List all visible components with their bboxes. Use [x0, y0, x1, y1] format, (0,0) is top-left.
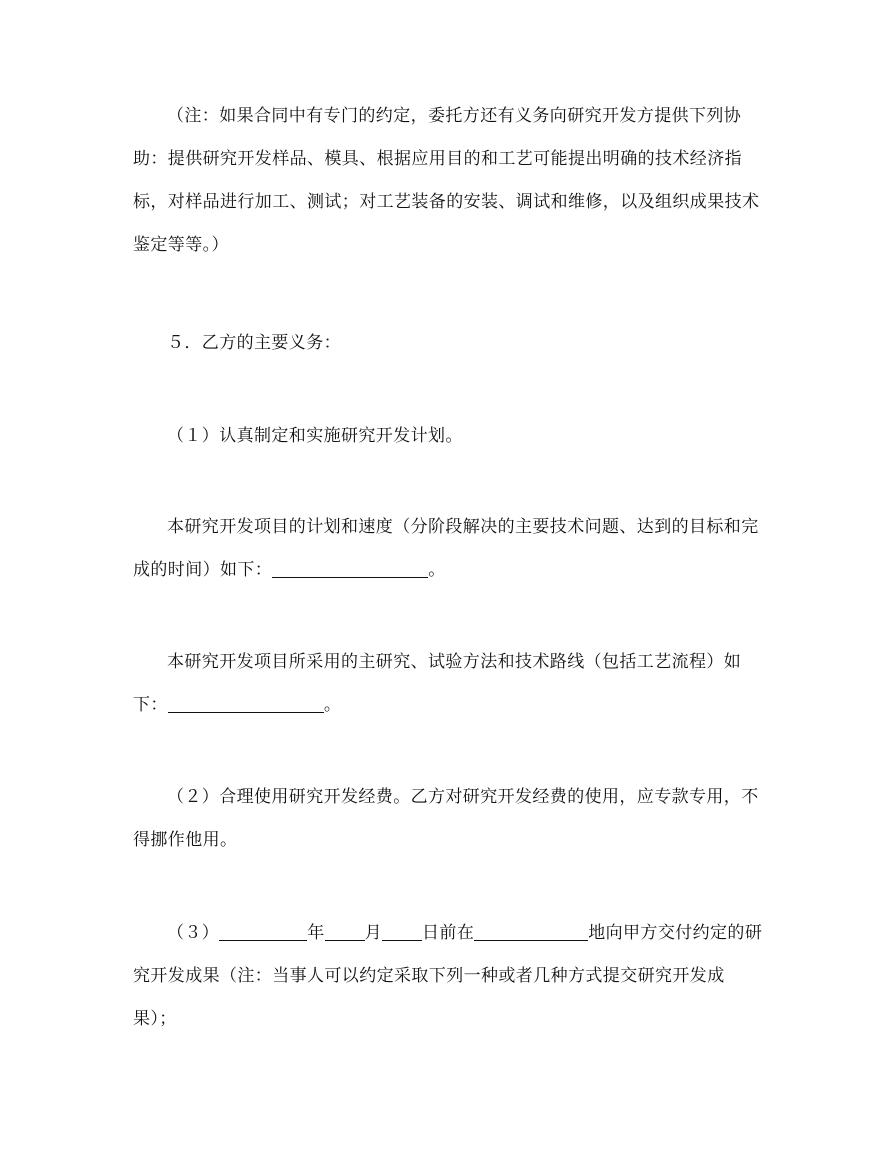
month-blank-field[interactable]: [325, 922, 365, 941]
section-5-heading-text: ５．乙方的主要义务：: [167, 333, 341, 353]
item-3-paragraph: [133, 912, 765, 1041]
place-blank-field[interactable]: [474, 922, 588, 941]
method-text: 本研究开发项目所采用的主研究、试验方法和技术路线（包括工艺流程）如下：: [133, 652, 742, 715]
plan-blank-field[interactable]: [272, 559, 428, 578]
note-text: （注：如果合同中有专门的约定，委托方还有义务向研究开发方提供下列协助：提供研究开发样品、模具、根据应用目的和工艺可能提出明确的技术经济指标，对样品进行加工、测试；对工艺装备的安装、调试和维修，以及组织成果技术鉴定等等。）: [133, 106, 760, 255]
year-blank-field[interactable]: [219, 922, 307, 941]
method-blank-field[interactable]: [168, 694, 324, 713]
item-2-paragraph: [133, 776, 765, 862]
day-label: 日前在: [422, 923, 475, 943]
day-blank-field[interactable]: [382, 922, 422, 941]
item-3-rest: 地向甲方交付约定的研究开发成果（注：当事人可以约定采取下列一种或者几种方式提交研究开发成果）；: [133, 923, 763, 1029]
year-label: 年: [307, 923, 325, 943]
method-paragraph: [133, 641, 765, 727]
method-end-punct: 。: [323, 695, 342, 715]
month-label: 月: [364, 923, 383, 943]
plan-text: 本研究开发项目的计划和速度（分阶段解决的主要技术问题、达到的目标和完成的时间）如下：: [133, 517, 759, 580]
note-paragraph: [133, 95, 765, 267]
item-2-text: （２）合理使用研究开发经费。乙方对研究开发经费的使用，应专款专用，不得挪作他用。: [133, 787, 759, 850]
plan-paragraph: [133, 506, 765, 592]
item-1-text: （１）认真制定和实施研究开发计划。: [167, 426, 463, 446]
item-3-start: （３）: [167, 923, 220, 943]
section-5-heading: [133, 322, 765, 365]
item-1-paragraph: [133, 415, 765, 458]
plan-end-punct: 。: [428, 560, 446, 580]
